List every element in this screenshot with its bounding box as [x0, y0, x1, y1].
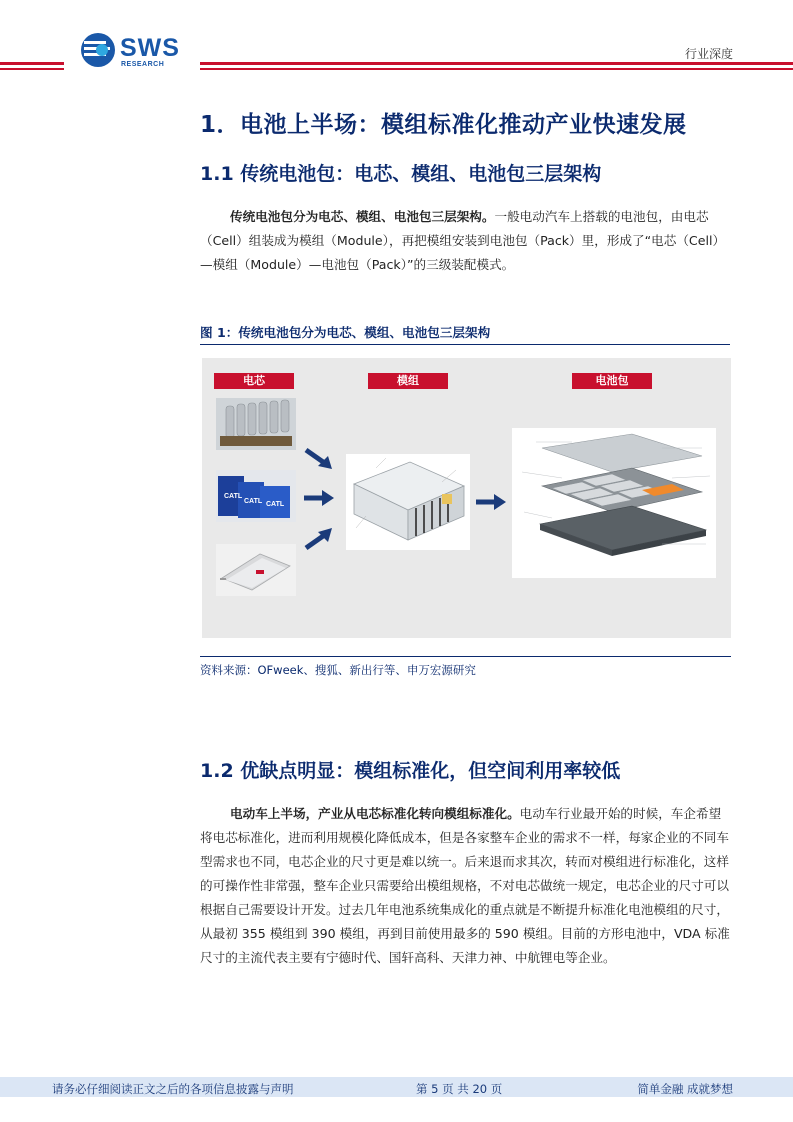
figure-1-source: 资料来源：OFweek、搜狐、新出行等、申万宏源研究	[200, 663, 476, 677]
cell-tag: 电芯	[214, 373, 294, 389]
prismatic-cells-image	[216, 470, 296, 522]
section-1-1-paragraph	[200, 205, 730, 277]
paragraph-lead: 传统电池包分为电芯、模组、电池包三层架构。	[230, 209, 495, 224]
section-1-2-paragraph	[200, 802, 730, 970]
battery-module-image	[346, 454, 470, 550]
section-1-2-title: 1.2 优缺点明显：模组标准化，但空间利用率较低	[200, 760, 621, 782]
paragraph-body: 一般电动汽车上搭载的电池包，由电芯（Cell）组装成为模组（Module），再把模组安装到电池包（Pack）里，形成了“电芯（Cell）—模组（Module）—电池包（Pack）”的三级装配模式。	[200, 209, 726, 272]
figure-1-title: 图 1：传统电池包分为电芯、模组、电池包三层架构	[200, 322, 730, 345]
figure-1-bottom-rule	[200, 656, 731, 657]
arrow-icon	[474, 492, 508, 512]
paragraph-lead: 电动车上半场，产业从电芯标准化转向模组标准化。	[230, 806, 520, 821]
figure-1-panel	[202, 358, 731, 638]
footer-page-number: 第 5 页 共 20 页	[416, 1082, 503, 1096]
section-1-title: 1．电池上半场：模组标准化推动产业快速发展	[200, 112, 687, 138]
footer-slogan: 简单金融 成就梦想	[637, 1082, 733, 1096]
arrow-icon	[302, 446, 336, 470]
section-1-1-title: 1.1 传统电池包：电芯、模组、电池包三层架构	[200, 163, 602, 185]
logo-text: SWS	[120, 34, 180, 62]
arrow-icon	[302, 488, 336, 508]
cylindrical-cells-image	[216, 398, 296, 450]
header-rule	[0, 62, 793, 72]
catl-logo-small: CATL	[224, 493, 243, 500]
logo-subtext: RESEARCH	[121, 61, 165, 68]
pouch-cells-image	[216, 544, 296, 596]
pack-tag: 电池包	[572, 373, 652, 389]
catl-logo-mid: CATL	[244, 498, 263, 505]
paragraph-body: 电动车行业最开始的时候，车企希望将电芯标准化，进而利用规模化降低成本，但是各家整车企业的需求不一样，每家企业的不同车型需求也不同，电芯企业的尺寸更是难以统一。后来退而求其次，转而对模组进行标准化，这样的可操作性非常强，整车企业只需要给出模组规格，不对电芯做统一规定，电芯企业的尺寸可以根据自己需要设计开发。过去几年电池系统集成化的重点就是不断提升标准化电池模组的尺寸，从最初 355 模组到 390 模组，再到目前使用最多的 590 模组。目前的方形电池中，VDA 标准尺寸的主流代表主要有宁德时代、国轩高科、天津力神、中航锂电等企业。	[200, 806, 730, 965]
module-tag: 模组	[368, 373, 448, 389]
catl-logo-large: CATL	[266, 501, 285, 508]
report-type-label: 行业深度	[684, 47, 733, 61]
footer-disclaimer: 请务必仔细阅读正文之后的各项信息披露与声明	[52, 1082, 294, 1096]
battery-pack-image	[512, 428, 716, 578]
arrow-icon	[302, 526, 336, 552]
